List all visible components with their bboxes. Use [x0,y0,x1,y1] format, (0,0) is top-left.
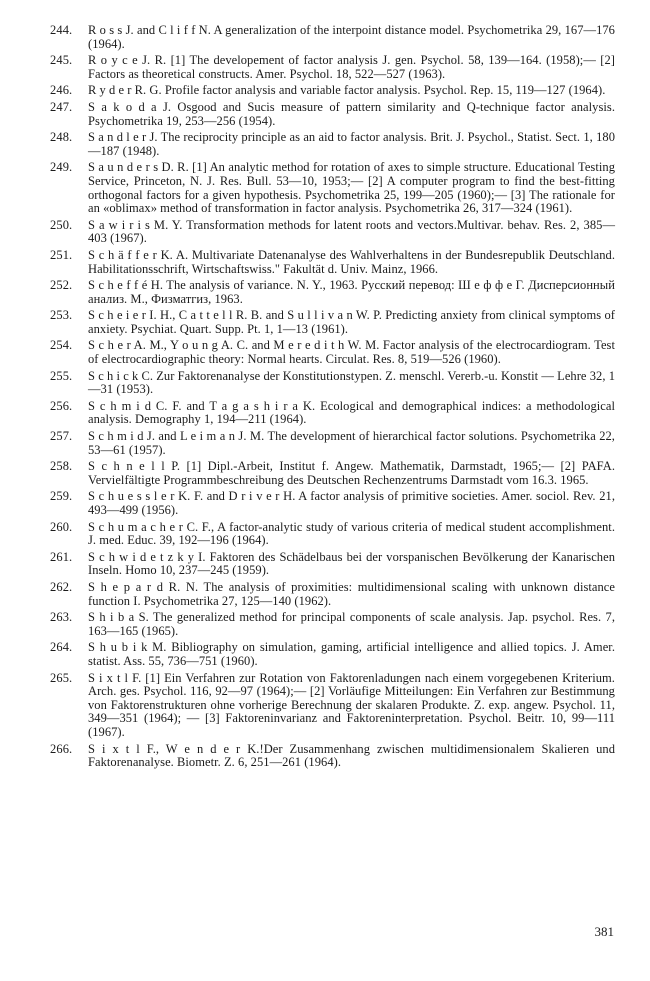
reference-text: S i x t l F. [1] Ein Verfahren zur Rotation von Faktorenladungen nach einem vorgegebenen Kriterium. Arch. ges. Psychol. 116, 92—97 (1964);— [2] Vorläufige Mitteilungen: Ein Verfahren zur Bestimmung von Faktorenstrukturen ohne vorherige Berechnung der skalaren Produkte. Z. exp. angew. Psychol. 11, 349—351 (1964); — [3] Faktoreninvarianz and Faktoreninterpretation. Psychol. Beitr. 10, 99—111 (1967). [88,670,615,739]
reference-entry [50,400,615,427]
reference-number: 257. [50,429,73,444]
reference-number: 248. [50,130,73,145]
reference-number: 247. [50,99,73,114]
reference-number: 256. [50,398,73,413]
reference-number: 259. [50,489,73,504]
reference-text: S c h u e s s l e r K. F. and D r i v e r H. A factor analysis of primitive societies. Amer. sociol. Rev. 21, 493—499 (1956). [88,489,615,517]
reference-entry [50,84,615,98]
reference-entry [50,249,615,276]
reference-number: 261. [50,549,73,564]
reference-number: 250. [50,217,73,232]
reference-entry [50,430,615,457]
reference-text: S c h m i d C. F. and T a g a s h i r a K. Ecological and demographical indices: a methodological analysis. Demography 1, 194—211 (1964). [88,398,615,427]
reference-text: S c h i c k C. Zur Faktorenanalyse der Konstitutionstypen. Z. menschl. Vererb.-u. Konstit — Lehre 32, 1—31 (1953). [88,368,615,397]
reference-text: S c h n e l l P. [1] Dipl.-Arbeit, Institut f. Angew. Mathematik, Darmstadt, 1965;— [2] PAFA. Vervielfältigte Programmbeschreibung des Deutschen Rechenzentrums Darmstadt vom 16.3. 1965. [88,459,615,487]
reference-text: S a u n d e r s D. R. [1] An analytic method for rotation of axes to simple structure. Educational Testing Service, Princeton, N. J. Res. Bull. 53—10, 1953;— [2] A computer program to find the best-fitting orthogonal factors for a given hypothesis. Psychometrika 25, 199—205 (1960);— [3] The rationale for an «oblimax» method of transformation in factor analysis. Psychometrika 26, 317—324 (1961). [88,160,615,216]
reference-text: R o y c e J. R. [1] The developement of factor analysis J. gen. Psychol. 58, 139—164. (1958);— [2] Factors as theoretical constructs. Amer. Psychol. 18, 522—527 (1963). [88,53,615,81]
reference-text: S h e p a r d R. N. The analysis of proximities: multidimensional scaling with unknown distance function I. Psychometrika 27, 125—140 (1962). [88,579,615,608]
reference-number: 258. [50,459,73,474]
reference-number: 246. [50,83,73,98]
reference-entry [50,24,615,51]
reference-text: S a w i r i s M. Y. Transformation methods for latent roots and vectors.Multivar. behav. Res. 2, 385—403 (1967). [88,217,615,246]
reference-text: R o s s J. and C l i f f N. A generalization of the interpoint distance model. Psychometrika 29, 167—176 (1964). [88,23,615,51]
reference-entry [50,581,615,608]
reference-entry [50,743,615,770]
reference-text: S c h m i d J. and L e i m a n J. M. The development of hierarchical factor solutions. Psychometrika 22, 53—61 (1957). [88,429,615,457]
reference-text: S c h u m a c h e r C. F., A factor-analytic study of various criteria of medical student accomplishment. J. med. Educ. 39, 192—196 (1964). [88,519,615,548]
reference-entry [50,219,615,246]
reference-entry [50,521,615,548]
reference-text: S c h ä f f e r K. A. Multivariate Datenanalyse des Wahlverhaltens in der Bundesrepublik Deutschland. Habilitationsschrift, Wirtschaftswiss." Fakultät d. Univ. Mainz, 1966. [88,247,615,276]
reference-number: 253. [50,308,73,323]
reference-entry [50,101,615,128]
reference-number: 249. [50,160,73,175]
reference-number: 262. [50,579,73,594]
reference-entry [50,611,615,638]
reference-number: 255. [50,368,73,383]
reference-number: 266. [50,741,73,756]
reference-entry [50,279,615,306]
reference-text: S c h e i e r I. H., C a t t e l l R. B. and S u l l i v a n W. P. Predicting anxiety from clinical symptoms of anxiety. Psychiat. Quart. Supp. Pt. 1, 1—13 (1961). [88,308,615,336]
reference-text: S h u b i k M. Bibliography on simulation, gaming, artificial intelligence and allied topics. J. Amer. statist. Ass. 55, 736—751 (1960). [88,640,615,668]
reference-text: S c h e r A. M., Y o u n g A. C. and M e r e d i t h W. M. Factor analysis of the electrocardiogram. Test of electrocardiographic theory: Normal hearts. Circulat. Res. 8, 519—526 (1960). [88,338,615,367]
reference-entry [50,641,615,668]
reference-number: 245. [50,53,73,68]
reference-number: 260. [50,519,73,534]
page-number: 381 [594,924,614,939]
reference-entry [50,460,615,487]
reference-entry [50,131,615,158]
reference-text: S i x t l F., W e n d e r K.!Der Zusammenhang zwischen multidimensionalem Skalieren und Faktorenanalyse. Biometr. Z. 6, 251—261 (1964). [88,741,615,770]
reference-entry [50,551,615,578]
reference-list [50,24,615,773]
reference-text: S c h e f f é H. The analysis of variance. N. Y., 1963. Русский перевод: Ш е ф ф е Г. Дисперсионный анализ. М., Физматгиз, 1963. [88,278,615,306]
reference-entry [50,161,615,215]
reference-number: 252. [50,278,73,293]
reference-entry [50,309,615,336]
reference-entry [50,490,615,517]
reference-entry [50,339,615,366]
reference-number: 263. [50,610,73,625]
reference-number: 264. [50,640,73,655]
reference-number: 265. [50,670,73,685]
reference-entry [50,54,615,81]
reference-text: S h i b a S. The generalized method for principal components of scale analysis. Jap. psychol. Res. 7, 163—165 (1965). [88,610,615,638]
reference-text: S a k o d a J. Osgood and Sucis measure of pattern similarity and Q-technique factor analysis. Psychometrika 19, 253—256 (1954). [88,99,615,128]
reference-text: R y d e r R. G. Profile factor analysis and variable factor analysis. Psychol. Rep. 15, 119—127 (1964). [88,83,606,98]
reference-number: 244. [50,23,73,37]
reference-text: S a n d l e r J. The reciprocity principle as an aid to factor analysis. Brit. J. Psychol., Statist. Sect. 1, 180—187 (1948). [88,130,615,158]
reference-text: S c h w i d e t z k y I. Faktoren des Schädelbaus bei der vorspanischen Bevölkerung der Kanarischen Inseln. Homo 10, 237—245 (1959). [88,549,615,578]
reference-entry [50,672,615,740]
reference-entry [50,370,615,397]
reference-number: 251. [50,247,73,262]
reference-number: 254. [50,338,73,353]
